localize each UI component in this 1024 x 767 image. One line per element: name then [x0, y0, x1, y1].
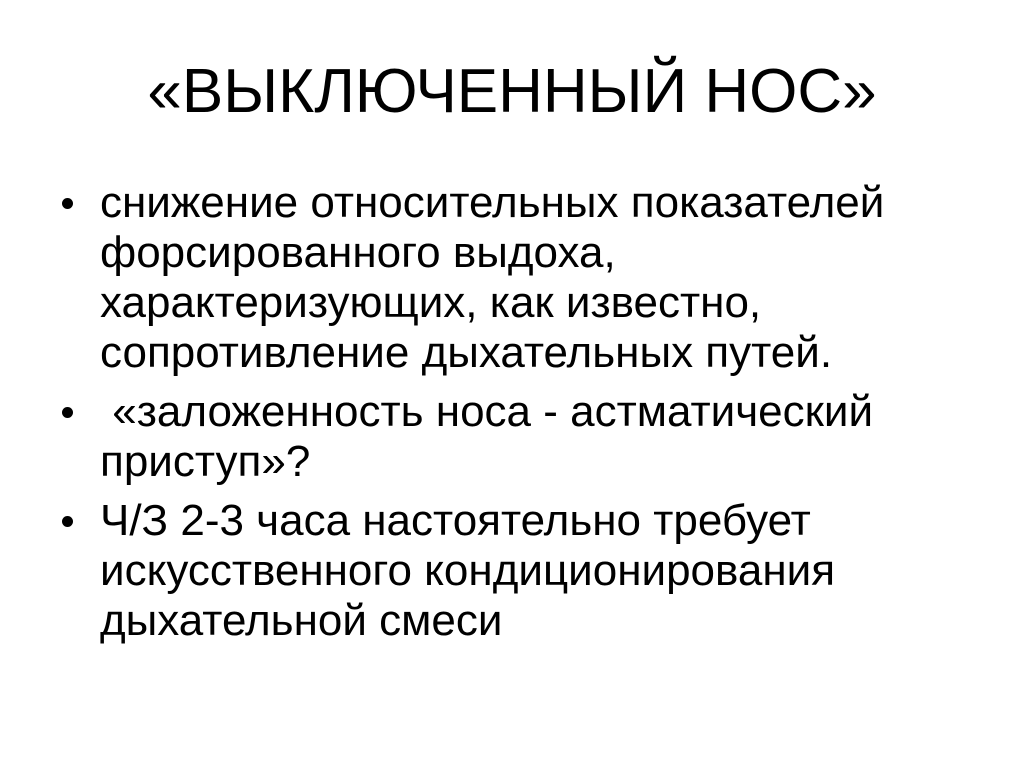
bullet-item: [62, 178, 962, 378]
bullet-icon: [62, 407, 73, 418]
bullet-line: Ч/З 2-3 часа настоятельно требует: [100, 496, 811, 545]
bullet-line: форсированного выдоха,: [100, 228, 616, 277]
bullet-text: [100, 178, 962, 378]
bullet-item: [62, 496, 962, 646]
bullet-text: [100, 496, 962, 646]
bullet-line: дыхательной смеси: [100, 596, 503, 645]
bullet-line: приступ»?: [100, 437, 311, 486]
bullet-item: [62, 387, 962, 487]
slide-body: [62, 178, 962, 655]
bullet-line: сопротивление дыхательных путей.: [100, 328, 833, 377]
bullet-icon: [62, 516, 73, 527]
slide-title: «ВЫКЛЮЧЕННЫЙ НОС»: [147, 57, 877, 126]
bullet-text: [100, 387, 962, 487]
bullet-icon: [62, 198, 73, 209]
bullet-line: снижение относительных показателей: [100, 178, 885, 227]
bullet-line: характеризующих, как известно,: [100, 278, 762, 327]
bullet-line: искусственного кондиционирования: [100, 546, 836, 595]
bullet-line: «заложенность носа - астматический: [100, 387, 874, 436]
